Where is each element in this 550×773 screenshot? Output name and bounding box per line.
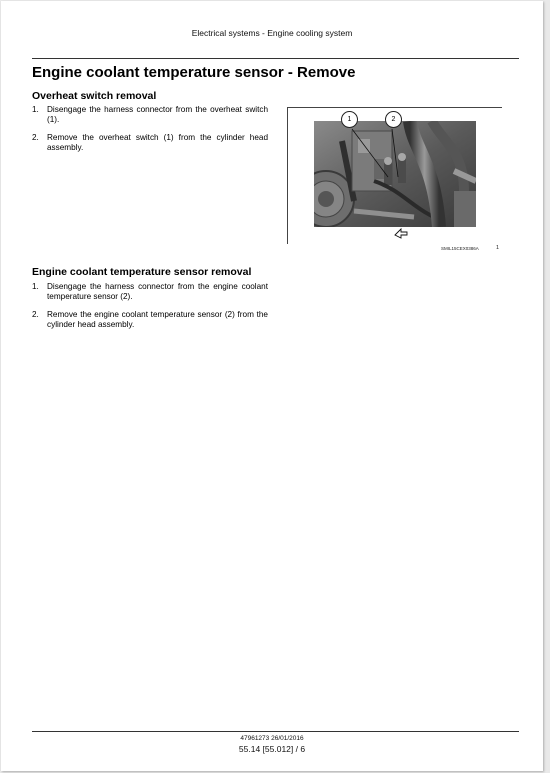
header-divider (32, 58, 519, 59)
footer-document-number: 47961273 26/01/2016 (240, 735, 304, 742)
step-number: 2. (32, 310, 39, 319)
engine-photo-illustration (314, 121, 476, 227)
section-heading-coolant-sensor: Engine coolant temperature sensor removal (32, 266, 252, 278)
footer-divider (32, 731, 519, 732)
list-item (32, 133, 268, 153)
step-text: Remove the overheat switch (1) from the cylinder head assembly. (47, 133, 268, 152)
steps-overheat-switch (32, 105, 268, 161)
page-title: Engine coolant temperature sensor - Remove (32, 64, 356, 81)
figure-code: SMIL15CEX0386A (441, 246, 479, 251)
step-text: Remove the engine coolant temperature sensor (2) from the cylinder head assembly. (47, 310, 268, 329)
list-item (32, 105, 268, 125)
step-number: 1. (32, 105, 39, 114)
figure-callout-1: 1 (341, 111, 358, 128)
step-number: 2. (32, 133, 39, 142)
step-text: Disengage the harness connector from the engine coolant temperature sensor (2). (47, 282, 268, 301)
steps-coolant-sensor (32, 282, 268, 338)
footer-page-number: 55.14 [55.012] / 6 (238, 744, 306, 754)
list-item (32, 282, 268, 302)
front-direction-arrow-icon (393, 225, 409, 239)
step-text: Disengage the harness connector from the overheat switch (1). (47, 105, 268, 124)
section-heading-overheat-switch: Overheat switch removal (32, 90, 157, 102)
page-header: Electrical systems - Engine cooling system (191, 28, 353, 38)
step-number: 1. (32, 282, 39, 291)
list-item (32, 310, 268, 330)
figure-number: 1 (496, 245, 500, 251)
document-page (1, 1, 543, 771)
figure-callout-2: 2 (385, 111, 402, 128)
